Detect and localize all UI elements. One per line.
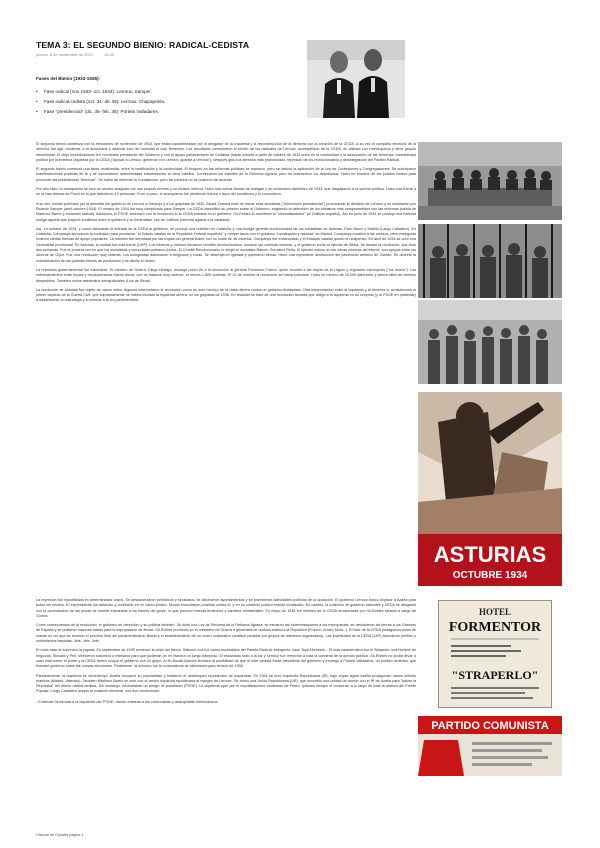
pc-poster-graphic [418,716,562,776]
pc-title: PARTIDO COMUNISTA [431,720,549,732]
phase-item: • Fase "presidencial" (dic. 35- feb. 36): Portela Valladares. [36,107,286,117]
paragraph: El segundo bienio comienza con la elecciones de noviembre de 1933, que están caracterizadas por el desgaste de la izquierda y la reconstrucción de la derecha con la creación de la CEDA. A su vez la campaña electoral de la derecha fue ágil, moderna, a la americana y además tuvo de novedad el voto femenino. Los resultados consumaron el triunfo de los radicales de Lerroux, acompañado de la CEDA, en alianza con monárquicos y otros grupos derechistas. El viejo republicanismo fue nombrado presidente del Gobierno y con el apoyo parlamentario de Cedistas (hasta octubre a partir de octubre de 1934 entra en la continuidad y la suavización de las reformas, inestabilidad política por la extrema izquierda por la CEDA ("apoyar a Lerroux, gobernar con Lerroux, apartar a Lerroux"); después gira a la derecha más pronunciado, represión de los revolucionarios y desintegración del Partido Radical. [36,142,416,162]
poster-subtitle: OCTUBRE 1934 [452,570,528,581]
prisoners-photo-graphic [418,224,562,298]
hotel-formentor-ad [438,600,552,708]
phases-list [36,74,286,117]
paragraph: Así, en octubre de 1934, y como detonante la entrada de la CEDA al gobierno, se produjo una rebelión en Cataluña y una huelga general revolucionaria de los socialistas en Asturias, País Vasco y Madrid (Largo Caballero). En Cataluña, Companys aprovechó la confusión para proclamar "el Estado catalán en la República Federal española" y romper lazos con el gobierno "monárquico y fascista" de Madrid. Companys movilizó a los mossos, pero enseguida vinieron ciertas fuerzas de apoyo populares. La rebelión fue derrotada por las tropas del general Batet, con un coste de 46 muertos. Companys fue encarcelado y el Estatuto catalán quedó en suspenso. En abril de 1934 se creó una Generalitat provisional. En Asturias, la unidad fue más fuerte (UHP). Los mineros y obreros formaron comités revolucionarios, tomaron las cuencas mineras, y el gobierno envió al ejército de África. Se desató la revolución, que duró dos semanas. Fue la primera vez en que los socialistas y comunistas pelearon juntos. El Comité Revolucionario lo dirigió el socialista Ramón González Peña. El ejército estuvo en las zonas mineras del interior, con apoyos entre los obreros de Gijón. Fue una revolución muy violenta. Los huelguistas asesinaron a religiosos y curas. Se destruyeron iglesias y quemaron tierras. Hubo una importante destrucción del patrimonio artístico de Oviedo. Se decretó la colectivización de las grandes bienes de producción y se abolió el dinero. [36,226,416,263]
cabinet-photo [418,142,562,220]
paragraph: La represión fue injustificada en determinados casos. Se desautorizaron periódicos y sindicatos, se disolvieron ayuntamientos y se prohibieron actividades políticas de la oposición. El gobierno Lerroux buscó implicar a Azaña para todos los medios. El expresidente fue detenido y confinado en un barco-prisión. Nunca encontraron pruebas contra él, y en un contexto político resultó fortalecido. En cambio, la coalición de gobierno radicales y CEDA se desgastó con la conmutación de las penas de muerte impuestas a los líderes del golpe, lo que provocó nuevas tensiones y cambios ministeriales. En mayo de 1935 fue ministro de la CEDA encabezada por Gil-Robles situado a cargo de Guerra. [36,598,416,618]
paragraph-block-1 [36,142,416,308]
note-meta [36,52,124,57]
leaders-photo-graphic [307,40,405,118]
phase-item: • Fase radical (nov 1933- oct. 1934): Lerroux, Samper. [36,87,286,97]
paragraph: El segundo bienio comenzó una tarea revisionista, entre la rectificación y la continuidad. El bloqueo en las reformas políticas se mantuvo, pero se detuvo la aplicación de la Ley de Confesiones y Congregaciones. Se autorizaron manifestaciones políticas de fe y se concedieron determinadas subvenciones al clero católico. Continuaron los trámites de la Reforma Agraria, pero se autorizaron los desahucios. Hubo un enorme de los jurados mixtos para promover las presidencias "técnicas". Se habló de reformar la Constitución, pero los partidos no se pusieron de acuerdo. [36,167,416,182]
crowd-photo-graphic [418,300,562,384]
note-date: jueves, 8 de noviembre de 2021 [36,52,93,57]
straperlo-label: "STRAPERLO" [451,668,539,682]
page-title: TEMA 3: EL SEGUNDO BIENIO: RADICAL-CEDISTA [36,40,250,50]
paragraph: La represión gubernamental fue fulminante. El ministro de Guerra, Diego Hidalgo, encargó poner fin a la revolución al general Francisco Franco, quien recurrió a las tropas de la Legión y regulares marroquíes ("los moros"). Los enfrentamientos entre tropas y revolucionarios fueron duros, con un balance muy cruento, al menos 1.500 víctimas. El 20 de octubre la revolución se había sofocado. Hubo un mínimo de 15.000 detenidos y varios miles de obreros despedidos. También varios asesinatos extrajudiciales (Luis de Sirval). [36,267,416,283]
paragraph: A su vez, existió polémica por la amnistía del gobierno de Lerroux a Sanjurjo y a los golpistas de 1932. Alcalá Zamora trató de frenar esas amnistías ("intromisión presidencial") provocando la dimisión de Lerroux y su sustitución por Ricardo Samper (abril-octubre 1934). El verano de 1934 fue muy complicado para Samper. La CEDA intensificó su presión sobre el Gobierno, exigiendo la detención de los ministros más comprometidos con las reformas (salida de Martínez Barrio y exclusión radical). Asimismo, el PSOE amenazó con la revolución si la CEDA entraba en el gobierno. Gil-Robles lo manifestó al "clericalfascismo" (el Dollfuss español). Así en junio de 1934 se produjo una violenta huelga agraria que propició conflictos entre el gobierno y la Generalitat: Ley de Cultivos (reforma agraria a la catalana). [36,201,416,222]
paragraph: Como consecuencia de la revolución, el gobierno se derechizó y su política también. Se dictó una Ley de Reforma de la Reforma Agraria: se elevaron las indemnizaciones a los expropiados, se devolvieron las tierras a los Grandes de España y se pusieron mayores trabas para la expropiación de fincas. Gil-Robles promovió en el ministerio de Guerra a generales de dudosa lealtad a la República (Franco, Godet, Mola...). El líder de la CEDA protagonizó actos de masas en los que se anunció el próximo final del parlamentarismo liberal y el establecimiento de un orden corporativo (sustituir partidos por grupos de intereses organizados). Las juventudes de la CEDA (JAP) asumieron perfiles y simbolismos fascistas: Jefe, Jefe, Jefe. [36,623,416,644]
hotel-label: HOTEL [478,607,512,617]
cabinet-photo-graphic [418,142,562,220]
note-time: 13:49 [104,52,115,57]
paragraph-block-2 [36,598,416,704]
poster-title: ASTURIAS [433,542,547,567]
leaders-photo [307,40,405,118]
phase-item: • Fase radical-cedista (oct. 34- dic 35): Lerroux, Chapaprieta. [36,97,286,107]
crowd-photo [418,300,562,384]
phases-heading: Fases del Bienio (1933-1936): [36,76,101,81]
hotel-name: FORMENTOR [448,620,542,635]
paragraph: Por otro lado, el anarquismo se hizo un severo desgaste por sus propios errores y su división interna. Hubo una nueva oleada de huelgas y en noviembre-diciembre de 1933, que disgustaron a la opinión pública. Hubo una fuerte a en la vías férreas de Puzol en la que fallecieron 19 personas. Poco a poco, el anarquismo fue perdiendo fuerza a favor del socialismo y el comunismo. [36,187,416,197]
paragraph: Paralelamente, la izquierda se reconstruyó. Azaña recuperó su popularidad y fortaleció el desbloqueo republicano de izquierdas. En 1934 se creó Izquierda Republicana (IR), bajo cuyas siglas Azaña protagonizó varios mítines masivos (Madrid, Valencia). También Martínez Barrio se unió con el centro izquierda republicana al margen de Lerroux. Se formó una Unión Republicana (UR), que suscribió una unidad de acción con el IR de Azaña para "salvar la República" del bienio radical-cedista. Sin embargo, necesitaban un amigo: el socialismo (PSOE). La izquierda optó por el republicanismo moderado de Prieto, quienes ensayó el consenso a lo largo de toda la alianza del Frente Popular. Largo Caballero aceptó la coalición electoral, con dos condiciones: [36,673,416,694]
closing-bullet: - Extender la mirada a la izquierda del PSOE, dando entrada a los comunistas y anarquistas heterodoxos. [36,698,219,704]
page-footer: Historia de España página 1 [36,833,84,837]
asturias-poster-graphic [418,392,562,586]
prisoners-photo [418,224,562,298]
partido-comunista-poster [418,716,562,776]
hotel-ad-graphic [439,601,551,707]
asturias-poster [418,392,562,586]
paragraph: La revolución de Asturias fue objeto de varios mitos. Algunos interpretaron la revolución como un acto heroico de la clase obrera contra un gobierno filofascista. Otra interpretación entre la izquierda y la derecha lo consideraron el primer capítulo de la Guerra Civil, que supuestamente se habría iniciado la izquierda obrera, no los golpistas de 1936. En realidad se trató de una revolución armada que obligó a la izquierda en su conjunto (y al PSOE en particular) a replantearse su estrategia y a retornar a la vía parlamentaria. [36,287,416,303]
paragraph: En todo caso le sobrevinó la jugada. En septiembre de 1935 comenzó la crisis del bienio. Salieron a la luz varios escándalos del Partido Radical: estraperlo, caso Tayá-Nombela... El más característico fue el Straperlo: una hombre de negocios, Strauss y Perl, ofrecieron sobornos a ministros para que pudieran un en marcha un juego tramposo. El escándalo salió a la luz y Lerroux fue removido a toda la condena de la opinión pública. Gil-Robles no podía llevar a cabo este sobre el poder y la CEDA deseó ocupar el gobierno con un golpe. Al fin Alcalá-Zamora rechazó la posibilidad de que el líder cedista fuese presidente del gobierno y encargó a Portela Valladares, un político centrista, que formase gobierno hasta las nuevas elecciones. Finalmente, la solución fue la convocatoria de elecciones para febrero de 1936. [36,648,416,669]
